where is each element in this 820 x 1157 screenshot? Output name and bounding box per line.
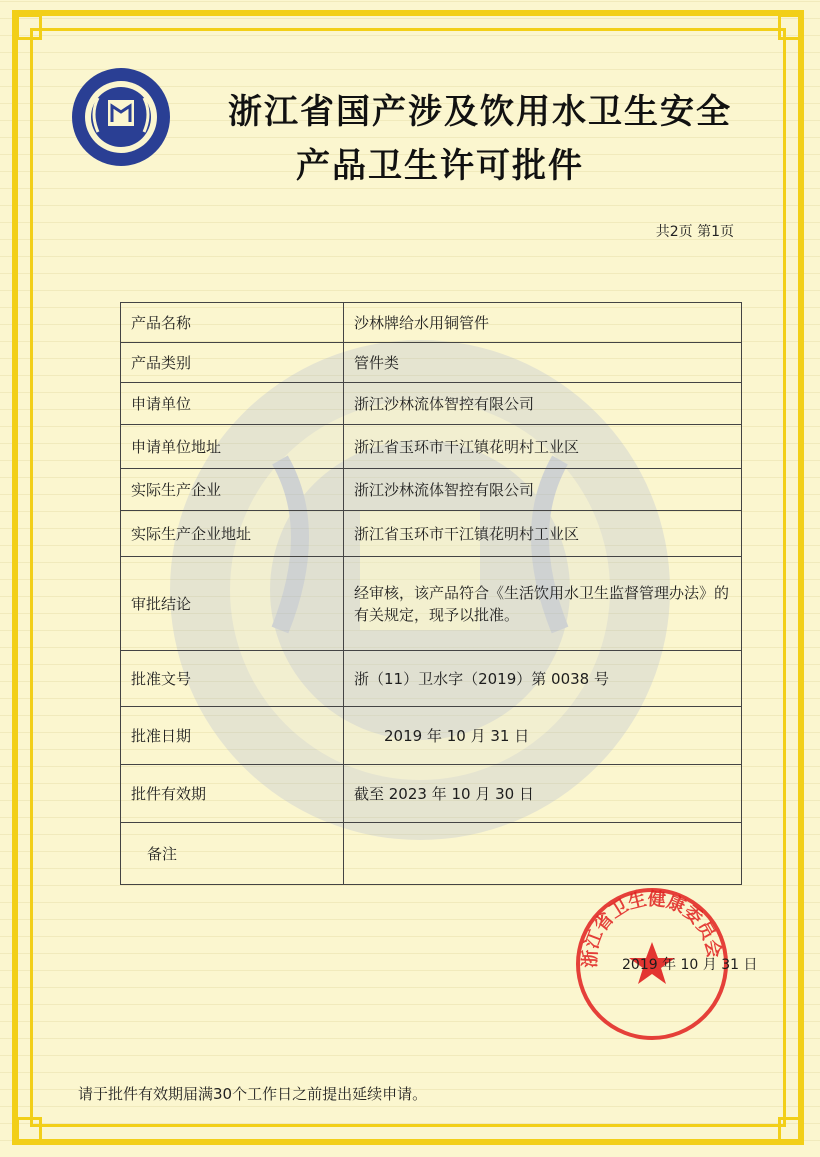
- table-row: [121, 511, 742, 557]
- row-label: 产品类别: [121, 343, 344, 383]
- health-inspection-logo-icon: [70, 66, 172, 168]
- row-label: 申请单位: [121, 383, 344, 425]
- table-row: [121, 303, 742, 343]
- table-row: [121, 557, 742, 651]
- row-label: 备注: [121, 823, 344, 885]
- page-indicator: 共2页 第1页: [655, 224, 734, 240]
- row-label: 实际生产企业地址: [121, 511, 344, 557]
- corner-ornament: [778, 14, 804, 40]
- row-value: 管件类: [344, 343, 742, 383]
- table-row: [121, 651, 742, 707]
- table-row: [121, 765, 742, 823]
- row-value: [344, 823, 742, 885]
- table-row: [121, 383, 742, 425]
- row-value: 截至 2023 年 10 月 30 日: [344, 765, 742, 823]
- row-value: 沙林牌给水用铜管件: [344, 303, 742, 343]
- row-value: 浙（11）卫水字（2019）第 0038 号: [344, 651, 742, 707]
- row-value: 浙江沙林流体智控有限公司: [344, 383, 742, 425]
- row-value: 浙江省玉环市干江镇花明村工业区: [344, 425, 742, 469]
- row-label: 实际生产企业: [121, 469, 344, 511]
- footer-note: 请于批件有效期届满30个工作日之前提出延续申请。: [78, 1085, 428, 1103]
- table-row: [121, 469, 742, 511]
- table-row: [121, 823, 742, 885]
- seal-date: 2019 年 10 月 31 日: [622, 957, 758, 973]
- corner-ornament: [16, 1117, 42, 1143]
- certificate-table: [120, 302, 742, 885]
- table-row: [121, 707, 742, 765]
- row-value: 浙江省玉环市干江镇花明村工业区: [344, 511, 742, 557]
- row-label: 申请单位地址: [121, 425, 344, 469]
- table-row: [121, 425, 742, 469]
- row-label: 批件有效期: [121, 765, 344, 823]
- row-label: 产品名称: [121, 303, 344, 343]
- page-title: 浙江省国产涉及饮用水卫生安全: [228, 92, 732, 132]
- page-subtitle: 产品卫生许可批件: [296, 146, 584, 186]
- row-value: 2019 年 10 月 31 日: [344, 707, 742, 765]
- row-label: 批准文号: [121, 651, 344, 707]
- row-label: 批准日期: [121, 707, 344, 765]
- row-value: 经审核，该产品符合《生活饮用水卫生监督管理办法》的有关规定，现予以批准。: [344, 557, 742, 651]
- corner-ornament: [778, 1117, 804, 1143]
- row-value: 浙江沙林流体智控有限公司: [344, 469, 742, 511]
- corner-ornament: [16, 14, 42, 40]
- seal-text: 浙江省卫生健康委员会: [579, 888, 725, 969]
- table-row: [121, 343, 742, 383]
- row-label: 审批结论: [121, 557, 344, 651]
